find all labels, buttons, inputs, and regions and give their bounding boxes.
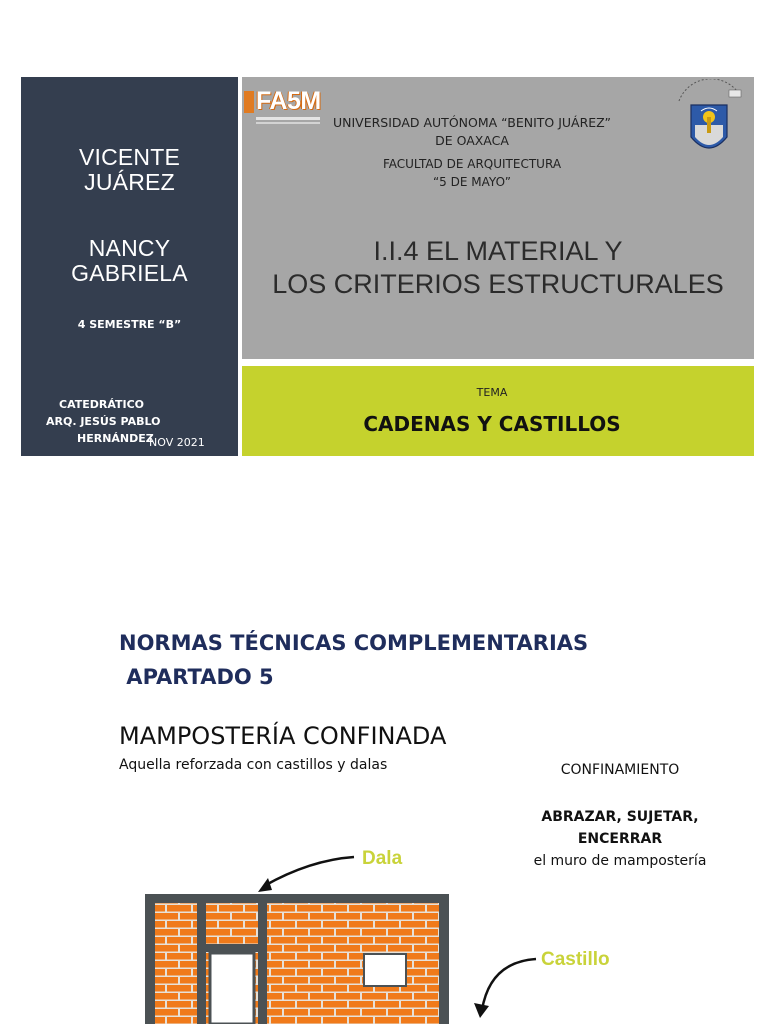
date: NOV 2021 [149, 436, 205, 449]
dala-arrow [264, 857, 354, 886]
definition-text: Aquella reforzada con castillos y dalas [119, 757, 388, 773]
author-1-first: VICENTE [78, 144, 181, 170]
window-opening [364, 954, 406, 986]
concept-line-2: ENCERRAR [577, 831, 663, 847]
label-castillo: Castillo [541, 949, 610, 970]
university-line-1: UNIVERSIDAD AUTÓNOMA “BENITO JUÁREZ” [332, 115, 611, 130]
concept-line-3: el muro de mampostería [533, 853, 707, 869]
castillo-arrow [482, 959, 536, 1010]
logo-text: FA5M [256, 87, 321, 115]
professor-name-2: HERNÁNDEZ [77, 432, 154, 445]
author-2-first: NANCY [88, 235, 171, 261]
presentation-title [242, 235, 754, 301]
label-dala: Dala [362, 848, 403, 869]
title-line-2: LOS CRITERIOS ESTRUCTURALES [272, 269, 724, 299]
lintel [206, 944, 258, 952]
logo-line [256, 117, 320, 120]
author-2 [21, 236, 238, 286]
professor-name-1: ARQ. JESÚS PABLO [46, 415, 161, 428]
author-1 [21, 145, 238, 195]
university-name [312, 114, 632, 150]
faculty-logo [244, 85, 322, 131]
faculty-line-2: “5 DE MAYO” [432, 175, 512, 189]
brick-panel [267, 903, 439, 1024]
brick-panel [155, 903, 197, 1024]
door-opening [210, 953, 254, 1024]
professor-label: CATEDRÁTICO [59, 398, 145, 411]
topic-panel [242, 366, 754, 456]
author-2-last: GABRIELA [71, 260, 188, 286]
logo-line [256, 122, 320, 124]
slide2-heading [119, 626, 588, 694]
author-panel [21, 77, 238, 456]
heading-line-2: APARTADO 5 [119, 665, 274, 689]
faculty-name [312, 155, 632, 191]
topic-title: CADENAS Y CASTILLOS [363, 412, 621, 436]
title-panel [242, 77, 754, 359]
topic-label: TEMA [476, 386, 508, 399]
university-crest-icon [667, 79, 753, 165]
semester: 4 SEMESTRE “B” [77, 318, 182, 331]
title-line-1: I.I.4 EL MATERIAL Y [373, 236, 623, 266]
slide2-subheading: MAMPOSTERÍA CONFINADA [119, 722, 447, 750]
heading-line-1: NORMAS TÉCNICAS COMPLEMENTARIAS [119, 631, 589, 655]
concept-title: CONFINAMIENTO [560, 762, 680, 778]
author-1-last: JUÁREZ [84, 169, 175, 195]
faculty-line-1: FACULTAD DE ARQUITECTURA [382, 157, 562, 171]
logo-accent-icon [244, 91, 254, 113]
university-line-2: DE OAXACA [435, 133, 509, 148]
arrow-head-icon [474, 1003, 489, 1018]
arrow-head-icon [258, 878, 272, 892]
concept-line-1: ABRAZAR, SUJETAR, [541, 809, 699, 825]
